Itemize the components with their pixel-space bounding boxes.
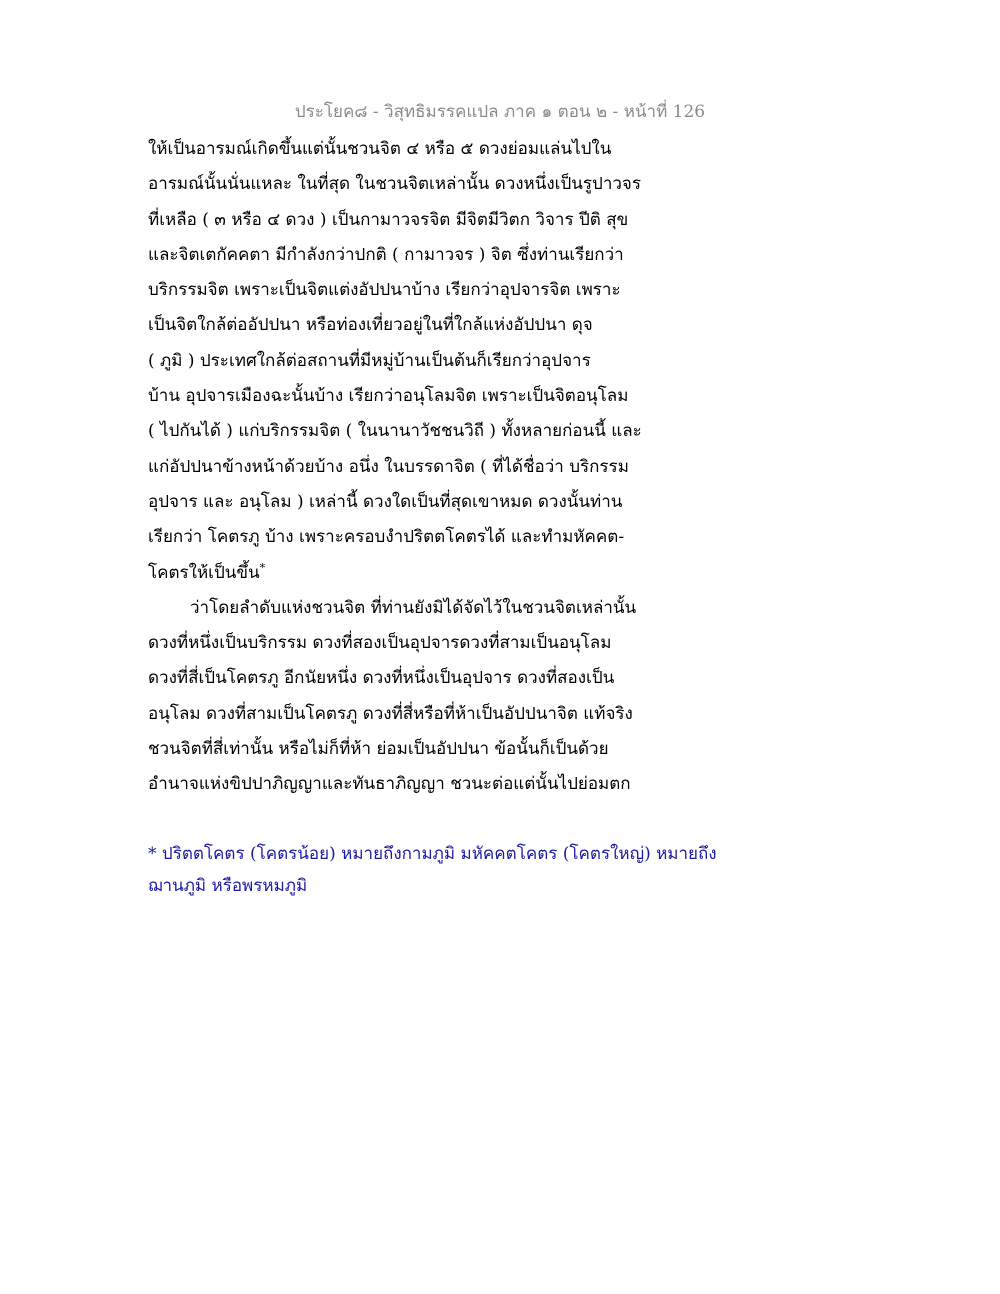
text-line: เรียกว่า โคตรภู บ้าง เพราะครอบงำปริตตโคตรได้ และทำมหัคคต- xyxy=(148,527,625,548)
text-line: บริกรรมจิต เพราะเป็นจิตแต่งอัปปนาบ้าง เรียกว่าอุปจารจิต เพราะ xyxy=(148,280,621,301)
text-line: ที่เหลือ ( ๓ หรือ ๔ ดวง ) เป็นกามาวจรจิต มีจิตมีวิตก วิจาร ปีติ สุข xyxy=(148,209,629,230)
body-text xyxy=(148,132,868,803)
page-header: ประโยค๘ - วิสุทธิมรรคแปล ภาค ๑ ตอน ๒ - หน้าที่ 126 xyxy=(294,102,706,122)
text-line: บ้าน อุปจารเมืองฉะนั้นบ้าง เรียกว่าอนุโลมจิต เพราะเป็นจิตอนุโลม xyxy=(148,386,629,407)
text-line: อนุโลม ดวงที่สามเป็นโคตรภู ดวงที่สี่หรือที่ห้าเป็นอัปปนาจิต แท้จริง xyxy=(148,703,633,724)
text-span: โคตรให้เป็นขึ้น xyxy=(148,562,260,583)
text-line: ( ไปกันได้ ) แก่บริกรรมจิต ( ในนานาวัชชนวิถี ) ทั้งหลายก่อนนี้ และ xyxy=(148,421,642,442)
text-line: เป็นจิตใกล้ต่ออัปปนา หรือท่องเที่ยวอยู่ในที่ใกล้แห่งอัปปนา ดุจ xyxy=(148,315,593,336)
paragraph-first-line: ว่าโดยลำดับแห่งชวนจิต ที่ท่านยังมิได้จัดไว้ในชวนจิตเหล่านั้น xyxy=(190,597,637,618)
text-line: ให้เป็นอารมณ์เกิดขึ้นแต่นั้นชวนจิต ๔ หรือ ๕ ดวงย่อมแล่นไปใน xyxy=(148,139,612,159)
text-line: อารมณ์นั้นนั่นแหละ ในที่สุด ในชวนจิตเหล่านั้น ดวงหนึ่งเป็นรูปาวจร xyxy=(148,174,642,195)
text-line: ( ภูมิ ) ประเทศใกล้ต่อสถานที่มีหมู่บ้านเป็นต้นก็เรียกว่าอุปจาร xyxy=(148,350,591,371)
footnote-reference: * xyxy=(259,560,266,574)
text-line: และจิตเตกัคคตา มีกำลังกว่าปกติ ( กามาวจร ) จิต ซึ่งท่านเรียกว่า xyxy=(148,244,624,265)
footnote xyxy=(148,838,868,902)
text-line-with-footnote-ref xyxy=(148,556,868,591)
text-line: ดวงที่สี่เป็นโคตรภู อีกนัยหนึ่ง ดวงที่หนึ่งเป็นอุปจาร ดวงที่สองเป็น xyxy=(148,668,615,689)
text-line: ดวงที่หนึ่งเป็นบริกรรม ดวงที่สองเป็นอุปจารดวงที่สามเป็นอนุโลม xyxy=(148,633,612,654)
text-line: แก่อัปปนาข้างหน้าด้วยบ้าง อนึ่ง ในบรรดาจิต ( ที่ได้ชื่อว่า บริกรรม xyxy=(148,456,629,477)
text-line: อำนาจแห่งขิปปาภิญญาและทันธาภิญญา ชวนะต่อแต่นั้นไปย่อมตก xyxy=(148,774,631,795)
text-line: อุปจาร และ อนุโลม ) เหล่านี้ ดวงใดเป็นที่สุดเขาหมด ดวงนั้นท่าน xyxy=(148,491,623,512)
text-line: ชวนจิตที่สี่เท่านั้น หรือไม่ก็ที่ห้า ย่อมเป็นอัปปนา ข้อนั้นก็เป็นด้วย xyxy=(148,739,609,760)
footnote-line: * ปริตตโคตร (โคตรน้อย) หมายถึงกามภูมิ มหัคคตโคตร (โคตรใหญ่) หมายถึง xyxy=(148,844,717,864)
footnote-line: ฌานภูมิ หรือพรหมภูมิ xyxy=(148,876,308,896)
